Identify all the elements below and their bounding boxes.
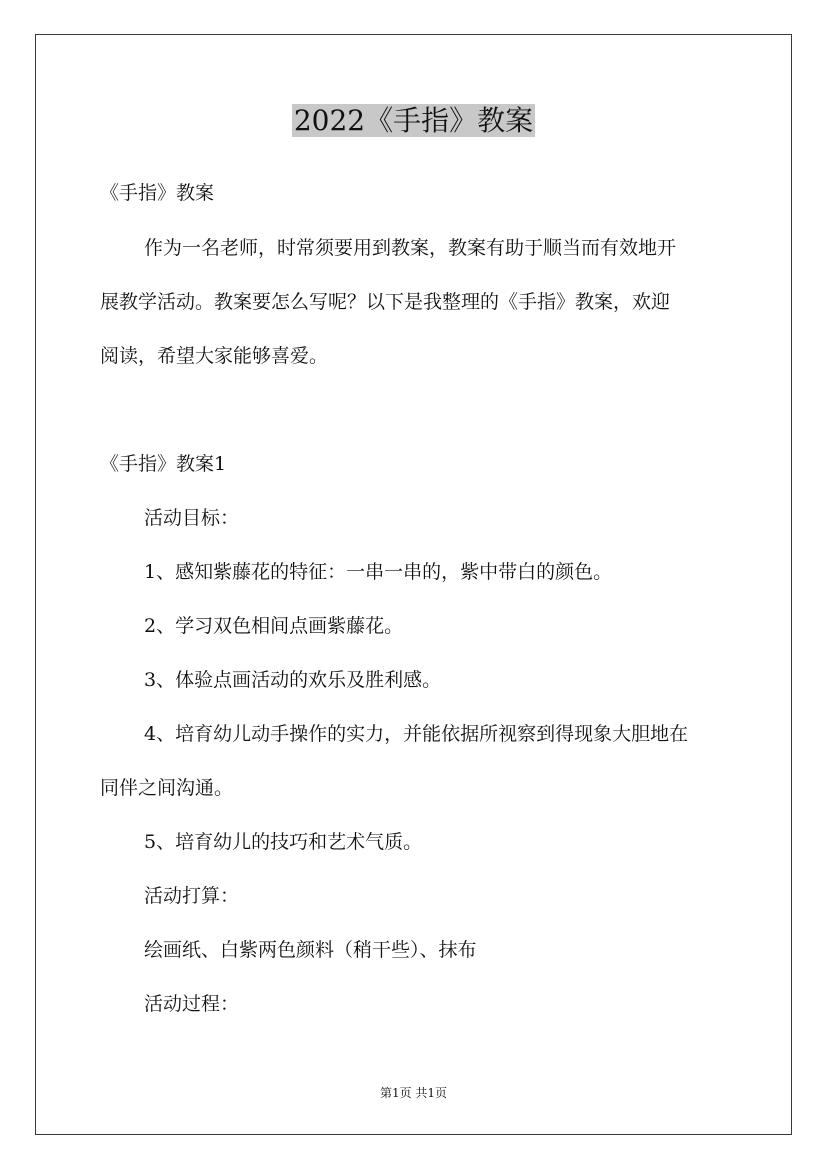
process-label: 活动过程：: [144, 993, 240, 1015]
goal-4-line-2: 同伴之间沟通。: [100, 777, 234, 799]
goal-1: 1、感知紫藤花的特征：一串一串的，紫中带白的颜色。: [144, 561, 613, 583]
section-heading: 《手指》教案1: [100, 453, 227, 475]
subtitle: 《手指》教案: [100, 182, 215, 204]
intro-line-2: 展教学活动。教案要怎么写呢？以下是我整理的《手指》教案，欢迎: [100, 291, 671, 313]
document-title-text: 2022《手指》教案: [293, 104, 534, 137]
goal-2: 2、学习双色相间点画紫藤花。: [144, 615, 404, 637]
document-title: [0, 102, 827, 140]
goal-4-line-1: 4、培育幼儿动手操作的实力，并能依据所视察到得现象大胆地在: [144, 723, 689, 745]
prep-items: 绘画纸、白紫两色颜料（稍干些）、抹布: [144, 939, 477, 961]
prep-label: 活动打算：: [144, 885, 240, 907]
intro-line-1: 作为一名老师，时常须要用到教案，教案有助于顺当而有效地开: [144, 237, 677, 259]
intro-line-3: 阅读，希望大家能够喜爱。: [100, 345, 329, 367]
goals-label: 活动目标：: [144, 507, 240, 529]
goal-5: 5、培育幼儿的技巧和艺术气质。: [144, 831, 423, 853]
page-footer: 第1页 共1页: [379, 1086, 448, 1100]
goal-3: 3、体验点画活动的欢乐及胜利感。: [144, 669, 442, 691]
